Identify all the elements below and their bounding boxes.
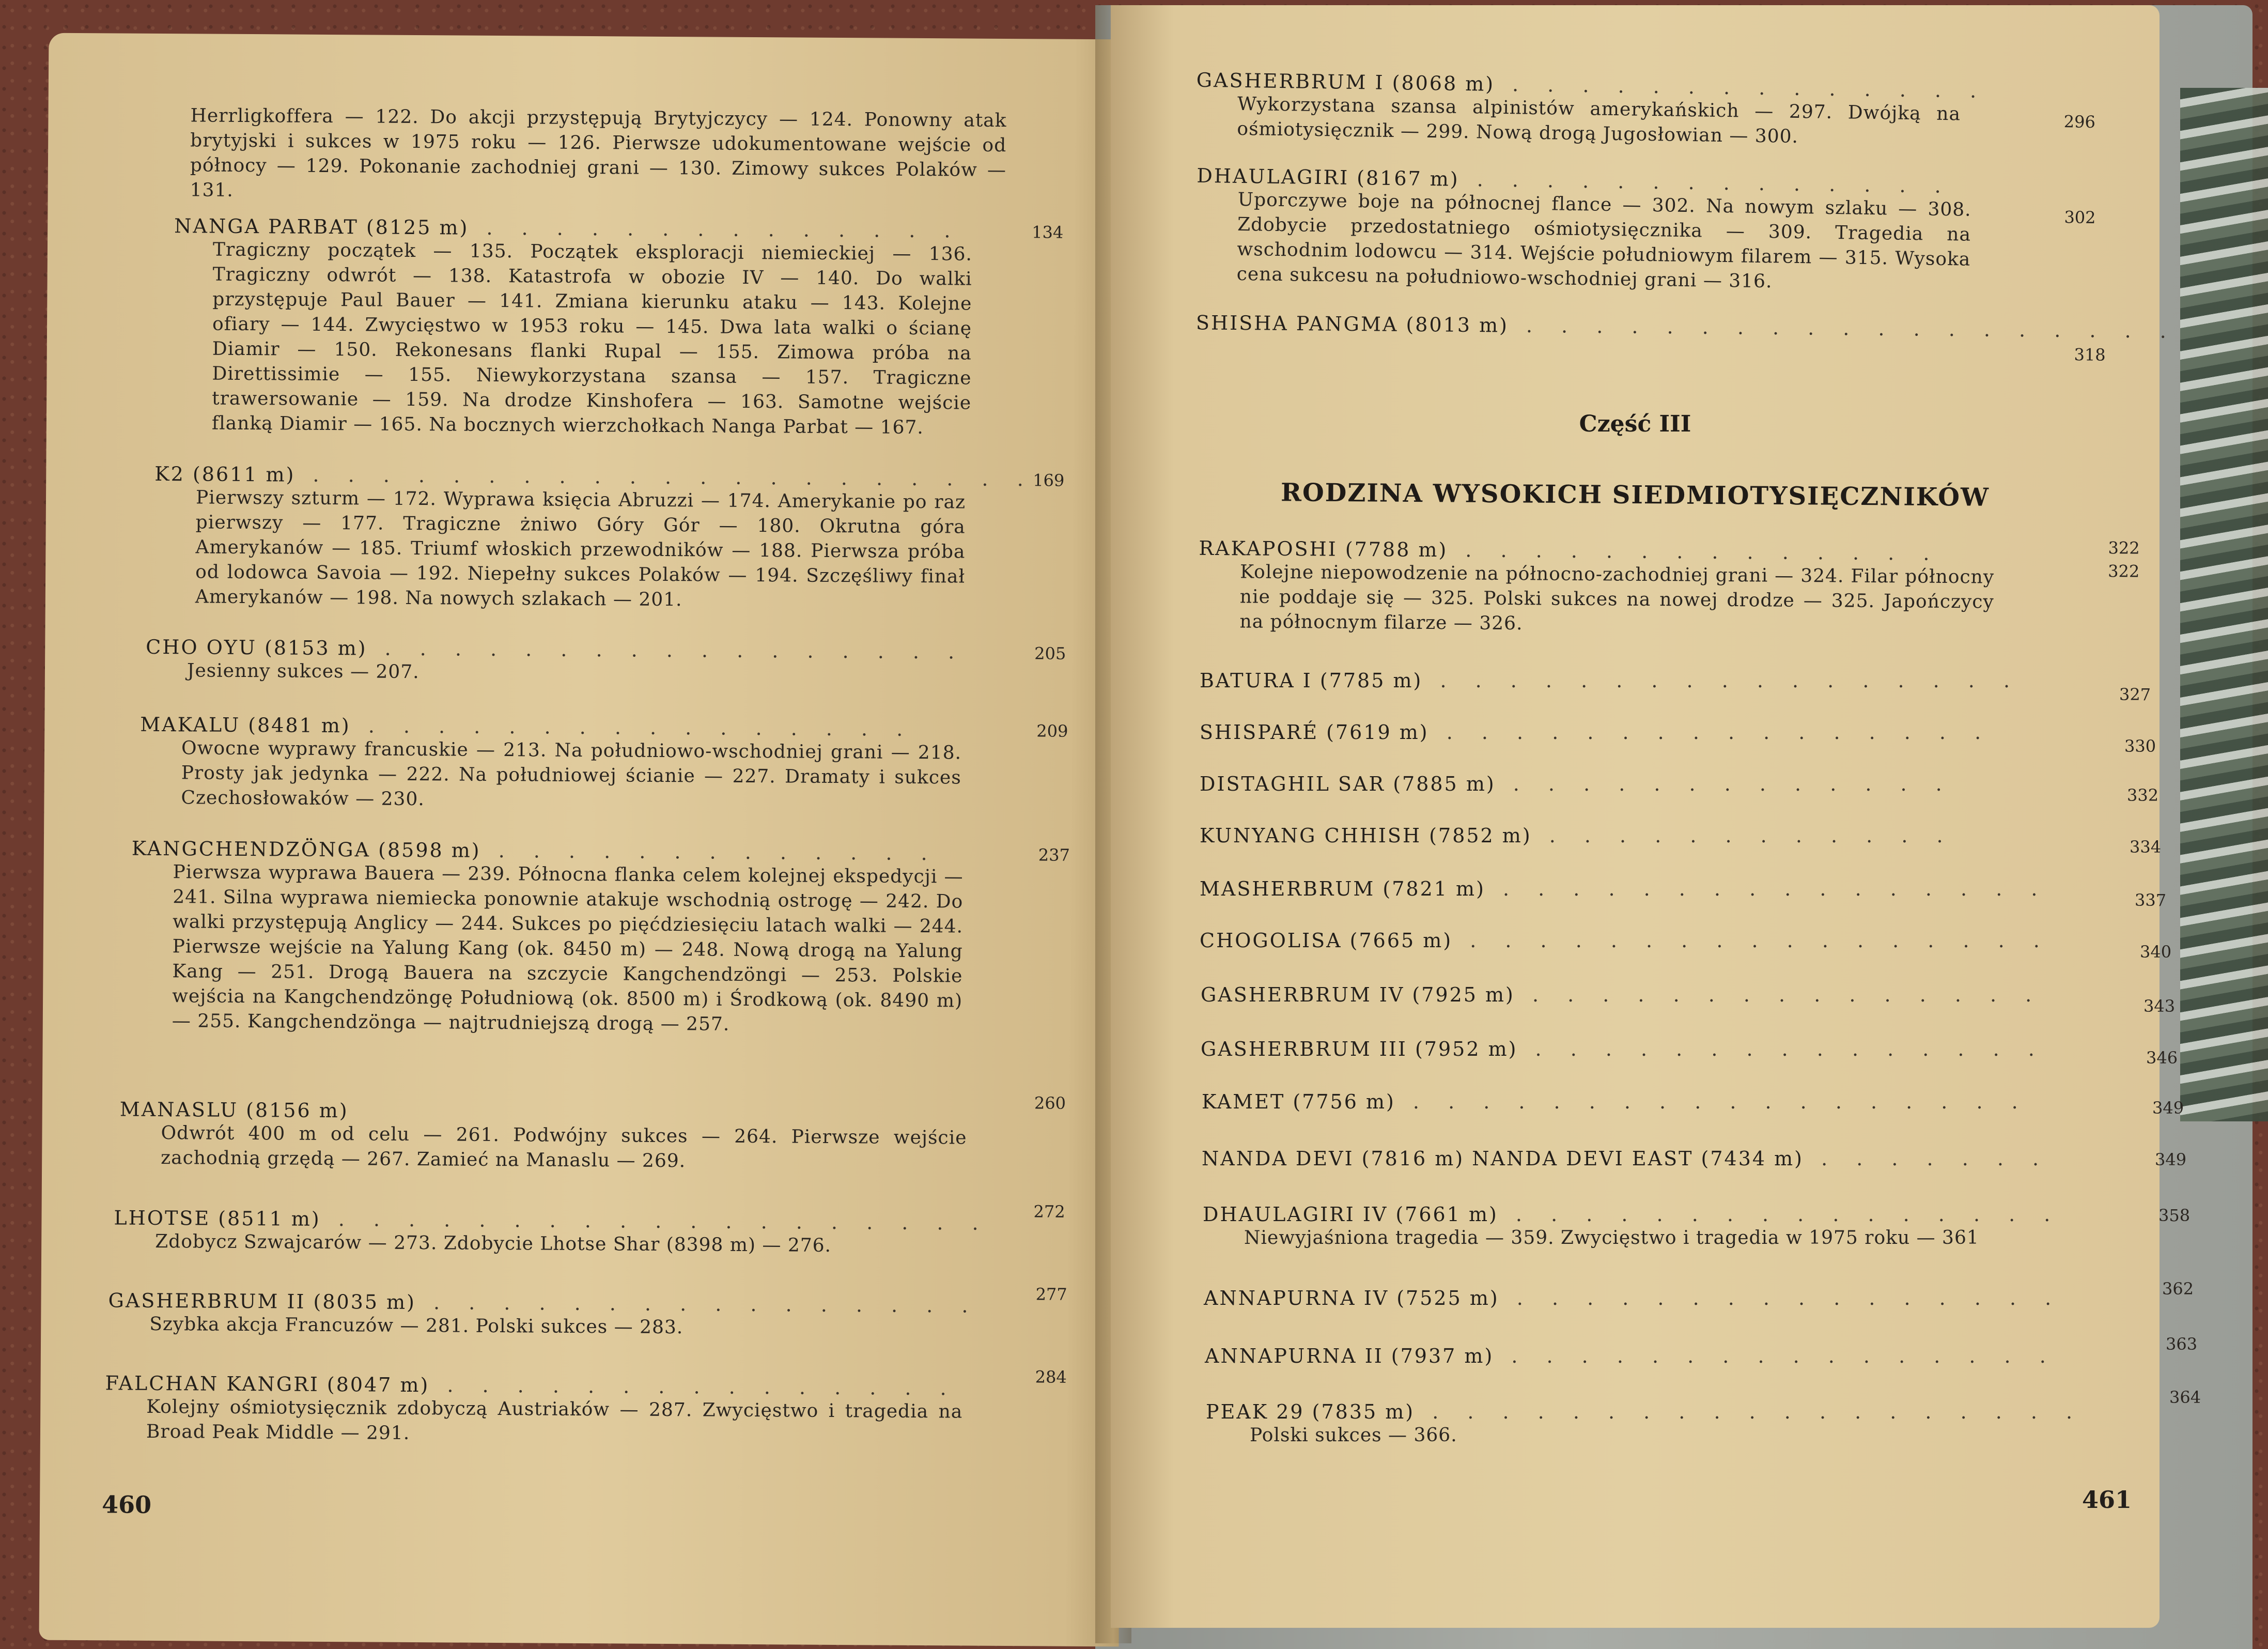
toc-entry: KANGCHENDZÖNGA (8598 m) . . . . . . . . . . . . . 237 Pierwsza wyprawa Bauera — 239. Północna flanka celem kolejnej ekspedycji — 241. Silna wyprawa niemiecka ponownie atakuje wschodnią ostrogę — 242. Do walki przystępują Anglicy — 244. Sukces po pięćdziesięciu latach walki — 244. Pierwsze wejście na Yalung Kang (ok. 8450 m) — 248. Nową drogą na Yalung Kang — 251. Drogą Bauera na szczycie Kangchendzöngi — 253. Polskie wejścia na Kangchendzöngę Południową (ok. 8500 m) i Środkową (ok. 8490 m) — 255. Kangchendzönga — najtrudniejszą drogą — 257. [131,837,1062,1039]
entry-title: GASHERBRUM IV (7925 m) [1201,983,1515,1006]
toc-entry: GASHERBRUM IV (7925 m) . . . . . . . . . . . . . . . 343 [1201,983,2176,1016]
entry-page-number-2: 322 [2108,561,2140,581]
entry-subtopics: Owocne wyprawy francuskie — 213. Na południowo-wschodniej grani — 218. Prosty jak jedynka — 222. Na południowej ścianie — 227. Dramaty i sukces Czechosłowaków — 230. [181,737,962,810]
toc-entry: K2 (8611 m) . . . . . . . . . . . . . . . . . . . . . 169 Pierwszy szturm — 172. Wyprawa księcia Abruzzi — 174. Amerykanie po raz pierwszy — 177. Tragiczne żniwo Góry Gór — 180. Okrutna góra Amerykanów — 185. Triumf włoskich przewodników — 188. Pierwsza próba od lodowca Savoia — 192. Niepełny sukces Polaków — 194. Szczęśliwy finał Amerykanów — 198. Na nowych szlakach — 201. [154,463,1049,615]
entry-title: KANGCHENDZÖNGA (8598 m) [131,837,481,862]
toc-entry: DISTAGHIL SAR (7885 m) . . . . . . . . . . . . . 332 [1200,773,2159,805]
entry-title: ANNAPURNA IV (7525 m) [1204,1287,1499,1309]
entry-page-number: 277 [1035,1284,1067,1304]
entry-title: DHAULAGIRI (8167 m) [1197,164,1459,191]
toc-entry [119,1093,1066,1176]
toc-entry: CHOGOLISA (7665 m) . . . . . . . . . . . . . . . . . 340 [1200,929,2172,962]
page-number-left: 460 [101,1490,152,1519]
entry-title: DISTAGHIL SAR (7885 m) [1200,773,1496,795]
cover-photo-edge [2180,88,2268,1121]
entry-title: CHO OYU (8153 m) [146,635,367,660]
entry-page-number: 169 [1033,470,1065,490]
toc-entry: DHAULAGIRI (8167 m) . . . . . . . . . . . . . . 302 Uporczywe boje na północnej flance — 302. Na nowym szlaku — 308. Zdobycie przedostatniego ośmiotysięcznika — 309. Tragedia na wschodnim lodowcu — 314. Wejście południowym filarem — 315. Wysoka cena sukcesu na południowo-wschodniej grani — 316. [1195,164,2106,299]
part-label: Część III [1579,411,1691,437]
toc-entry: GASHERBRUM II (8035 m) . . . . . . . . . . . . . . . . 277 Szybka akcja Francuzów — 281. Polski sukces — 283. [108,1289,1064,1342]
toc-entry: PEAK 29 (7835 m) . . . . . . . . . . . . . . . . . . . 364 Polski sukces — 366. [1206,1400,2167,1448]
entry-page-number: 346 [2146,1048,2178,1068]
entry-title: LHOTSE (8511 m) [114,1206,321,1230]
entry-page-number: 358 [2158,1206,2191,1225]
entry-page-number: 332 [2127,785,2159,805]
entry-subtopics: Jesienny sukces — 207. [187,660,420,683]
entry-page-number: 209 [1036,721,1068,741]
entry-title: GASHERBRUM I (8068 m) [1196,68,1495,96]
entry-subtopics: Pierwszy szturm — 172. Wyprawa księcia Abruzzi — 174. Amerykanie po raz pierwszy — 177. Tragiczne żniwo Góry Gór — 180. Okrutna góra Amerykanów — 185. Triumf włoskich przewodników — 188. Pierwsza próba od lodowca Savoia — 192. Niepełny sukces Polaków — 194. Szczęśliwy finał Amerykanów — 198. Na nowych szlakach — 201. [195,487,966,611]
entry-title: ANNAPURNA II (7937 m) [1205,1345,1494,1367]
entry-title: KAMET (7756 m) [1202,1090,1395,1113]
entry-title: NANGA PARBAT (8125 m) [174,214,469,239]
entry-title: CHOGOLISA (7665 m) [1200,929,1453,952]
entry-subtopics: Szybka akcja Francuzów — 281. Polski sukces — 283. [149,1313,683,1338]
left-page [39,33,1129,1647]
entry-page-number: 296 [2063,112,2096,132]
entry-page-number: 302 [2064,207,2096,228]
entry-title: DHAULAGIRI IV (7661 m) [1203,1203,1498,1226]
entry-page-number: 318 [2074,345,2106,365]
entry-page-number: 322 [2108,538,2140,558]
entry-page-number: 272 [1033,1201,1065,1222]
entry-page-number: 260 [1034,1093,1066,1113]
toc-entry: ANNAPURNA IV (7525 m) . . . . . . . . . . . . . . . . 362 [1204,1279,2194,1309]
toc-entry: DHAULAGIRI IV (7661 m) . . . . . . . . . . . . . . . . 358 Niewyjaśniona tragedia — 359. Zwycięstwo i tragedia w 1975 roku — 361 [1203,1203,2158,1251]
entry-title: KUNYANG CHHISH (7852 m) [1200,824,1532,847]
toc-entry: NANGA PARBAT (8125 m) . . . . . . . . . . . . . . 134 Tragiczny początek — 135. Początek eksploracji niemieckiej — 136. Tragiczny odwrót — 138. Katastrofa w obozie IV — 140. Do walki przystępuje Paul Bauer — 141. Zmiana kierunku ataku — 143. Kolejne ofiary — 144. Zwycięstwo w 1953 roku — 145. Dwa lata walki o ścianę Diamir — 150. Rekonesans flanki Rupal — 155. Zimowa próba na Direttissimie — 155. Niewykorzystana szansa — 157. Tragiczne trawersowanie — 159. Na drodze Kinshofera — 163. Samotne wejście flanką Diamir — 165. Na bocznych wierzchołkach Nanga Parbat — 167. [173,214,1053,441]
entry-page-number: 284 [1035,1367,1067,1387]
entry-title: SHISHA PANGMA (8013 m) [1195,311,1509,337]
entry-page-number: 334 [2130,837,2162,857]
intro-text: Herrligkoffera — 122. Do akcji przystępują Brytyjczycy — 124. Ponowny atak brytyjski i sukces w 1975 roku — 126. Pierwsze udokumentowane wejście od północy — 129. Pokonanie zachodniej grani — 130. Zimowy sukces Polaków — 131. [190,105,1007,201]
entry-page-number: 363 [2166,1334,2198,1354]
toc-entry: RAKAPOSHI (7788 m) . . . . . . . . . . . . . . 322 322 Kolejne niepowodzenie na północno-zachodniej grani — 324. Filar północny nie poddaje się — 325. Polski sukces na nowej drodze — 325. Japończycy na północnym filarze — 326. [1198,537,2118,640]
entry-title: MAKALU (8481 m) [140,713,351,737]
entry-title: MASHERBRUM (7821 m) [1200,877,1485,900]
toc-entry: SHISPARÉ (7619 m) . . . . . . . . . . . . . . . . 330 [1200,721,2156,756]
entry-page-number: 327 [2119,685,2151,704]
entry-page-number: 205 [1034,643,1066,664]
entry-subtopics: Odwrót 400 m od celu — 261. Podwójny sukces — 264. Pierwsze wejście zachodnią grzędą — 267. Zamieć na Manaslu — 269. [161,1122,967,1172]
entry-subtopics: Tragiczny początek — 135. Początek eksploracji niemieckiej — 136. Tragiczny odwrót — 138. Katastrofa w obozie IV — 140. Do walki przystępuje Paul Bauer — 141. Zmiana kierunku ataku — 143. Kolejne ofiary — 144. Zwycięstwo w 1953 roku — 145. Dwa lata walki o ścianę Diamir — 150. Rekonesans flanki Rupal — 155. Zimowa próba na Direttissimie — 155. Niewykorzystana szansa — 157. Tragiczne trawersowanie — 159. Na drodze Kinshofera — 163. Samotne wejście flanką Diamir — 165. Na bocznych wierzchołkach Nanga Parbat — 167. [211,239,973,439]
toc-entry: MASHERBRUM (7821 m) . . . . . . . . . . . . . . . . 337 [1200,877,2167,910]
toc-entry: CHO OYU (8153 m) . . . . . . . . . . . . . . . . . 205 Jesienny sukces — 207. [146,636,1055,689]
entry-page-number: 134 [1032,222,1064,242]
entry-title: FALCHAN KANGRI (8047 m) [105,1371,430,1397]
page-number-right: 461 [2082,1486,2132,1514]
entry-subtopics: Pierwsza wyprawa Bauera — 239. Północna flanka celem kolejnej ekspedycji — 241. Silna wyprawa niemiecka ponownie atakuje wschodnią ostrogę — 242. Do walki przystępują Anglicy — 244. Sukces po pięćdziesięciu latach walki — 244. Pierwsze wejście na Yalung Kang (ok. 8450 m) — 248. Nową drogą na Yalung Kang — 251. Drogą Bauera na szczycie Kangchendzöngi — 253. Polskie wejścia na Kangchendzöngę Południową (ok. 8500 m) i Środkową (ok. 8490 m) — 255. Kangchendzönga — najtrudniejszą drogą — 257. [172,861,964,1035]
toc-entry: GASHERBRUM III (7952 m) . . . . . . . . . . . . . . . 346 [1201,1038,2178,1068]
entry-subtopics: Wykorzystana szansa alpinistów amerykańskich — 297. Dwójką na ośmiotysięcznik — 299. Nową drogą Jugosłowian — 300. [1237,93,1961,147]
entry-page-number: 349 [2152,1098,2184,1118]
part-title: RODZINA WYSOKICH SIEDMIOTYSIĘCZNIKÓW [1280,478,1990,512]
entry-title: GASHERBRUM III (7952 m) [1201,1038,1518,1060]
toc-entry: SHISHA PANGMA (8013 m) . . . . . . . . . . . . . . . . . . . 318 [1195,311,2178,365]
toc-entry: NANDA DEVI (7816 m) NANDA DEVI EAST (7434 m) . . . . . . . 349 [1202,1147,2187,1170]
toc-entry: GASHERBRUM I (8068 m) . . . . . . . . . . . . . . 296 Wykorzystana szansa alpinistów amerykańskich — 297. Dwójką na ośmiotysięcznik — 299. Nową drogą Jugosłowian — 300. [1195,69,2106,154]
entry-title: GASHERBRUM II (8035 m) [108,1289,416,1314]
entry-page-number: 340 [2140,942,2172,962]
entry-page-number: 343 [2143,996,2176,1016]
toc-entry: KAMET (7756 m) . . . . . . . . . . . . . . . . . . 349 [1202,1090,2184,1118]
entry-title: NANDA DEVI (7816 m) NANDA DEVI EAST (7434 m) [1202,1147,1804,1170]
entry-subtopics: Zdobycz Szwajcarów — 273. Zdobycie Lhotse Shar (8398 m) — 276. [155,1230,832,1256]
entry-subtopics: Kolejne niepowodzenie na północno-zachodniej grani — 324. Filar północny nie poddaje się — 325. Polski sukces na nowej drodze — 325. Japończycy na północnym filarze — 326. [1239,561,1995,635]
toc-entry: ANNAPURNA II (7937 m) . . . . . . . . . . . . . . . . 363 [1205,1334,2198,1367]
entry-title: RAKAPOSHI (7788 m) [1199,536,1448,562]
entry-title: SHISPARÉ (7619 m) [1200,721,1429,744]
toc-entry: FALCHAN KANGRI (8047 m) . . . . . . . . . . . . . . . 284 Kolejny ośmiotysięcznik zdobyczą Austriaków — 287. Zwycięstwo i tragedia na Broad Peak Middle — 291. [105,1371,1066,1450]
toc-entry: KUNYANG CHHISH (7852 m) . . . . . . . . . . . . 334 [1200,824,2162,857]
entry-title: K2 (8611 m) [154,462,296,486]
toc-entry: LHOTSE (8511 m) . . . . . . . . . . . . . . . . . . . 272 Zdobycz Szwajcarów — 273. Zdobycie Lhotse Shar (8398 m) — 276. [114,1206,1065,1259]
toc-entry: MAKALU (8481 m) . . . . . . . . . . . . . . . . 209 Owocne wyprawy francuskie — 213. Na południowo-wschodniej grani — 218. Prosty jak jedynka — 222. Na południowej ścianie — 227. Dramaty i sukces Czechosłowaków — 230. [139,713,1060,816]
entry-page-number: 364 [2169,1388,2201,1407]
toc-entry: BATURA I (7785 m) . . . . . . . . . . . . . . . . . 327 [1200,669,2151,704]
right-page [1111,5,2201,1628]
entry-title: PEAK 29 (7835 m) [1206,1400,1415,1423]
entry-title: BATURA I (7785 m) [1200,669,1423,692]
entry-subtopics: Kolejny ośmiotysięcznik zdobyczą Austriaków — 287. Zwycięstwo i tragedia na Broad Peak Middle — 291. [146,1396,963,1444]
entry-subtopics: Uporczywe boje na północnej flance — 302. Na nowym szlaku — 308. Zdobycie przedostatniego ośmiotysięcznika — 309. Tragedia na wschodnim lodowcu — 314. Wejście południowym filarem — 315. Wysoka cena sukcesu na południowo-wschodniej grani — 316. [1236,189,1971,292]
entry-page-number: 349 [2155,1150,2187,1169]
entry-subtopics: Niewyjaśniona tragedia — 359. Zwycięstwo i tragedia w 1975 roku — 361 [1244,1227,1979,1249]
entry-page-number: 337 [2135,890,2167,910]
entry-title: MANASLU (8156 m) [119,1098,349,1122]
entry-page-number: 330 [2124,736,2156,756]
entry-subtopics: Polski sukces — 366. [1250,1425,1457,1446]
entry-page-number: 237 [1038,845,1070,865]
entry-page-number: 362 [2162,1279,2194,1299]
